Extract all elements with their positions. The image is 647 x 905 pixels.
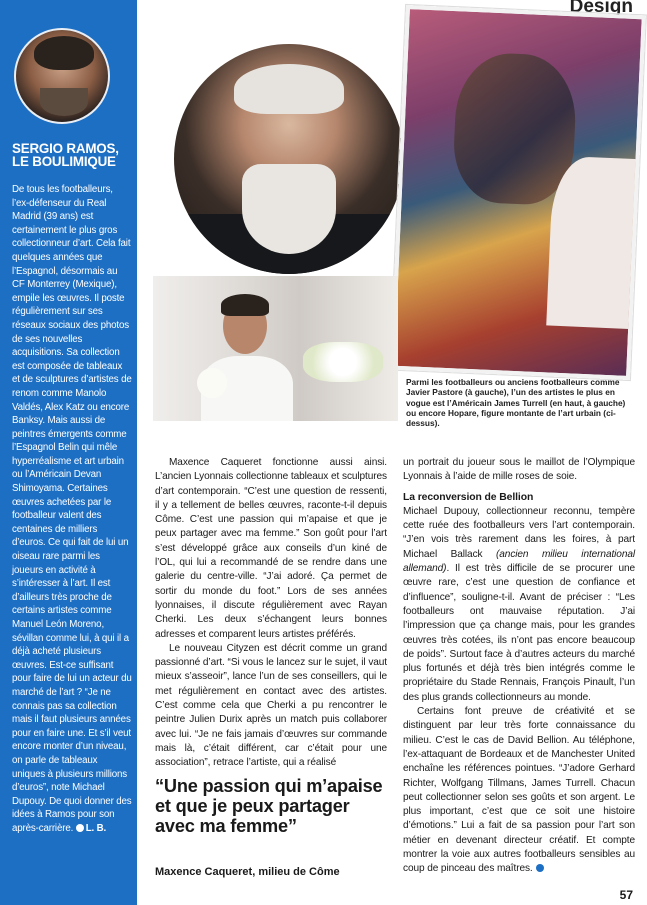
page-number: 57 xyxy=(619,888,633,902)
end-mark-icon xyxy=(76,824,84,832)
photo-james-turrell xyxy=(174,44,404,274)
article-column-2 xyxy=(403,456,635,877)
sidebar-body xyxy=(12,183,132,836)
paragraph: Certains font preuve de créativité et se distinguent par leur très forte connaissance du milieu. C’est le cas de David Bellion. Au téléphone, l’ex-attaquant de Bordeaux et de Manchester United enchaîne les références pointues. “J’adore Gerhard Richter, Wolfgang Tillmans, James Turrell. Chacun peut collectionner selon ses goûts et son argent. Le plus important, c’est que ce soit une histoire d’émotions.” Lui a fait de sa passion pour l’art son métier en devenant directeur créatif. Et compte montrer la voie aux autres footballeurs sensibles au coup de pinceau des maîtres. xyxy=(403,706,635,875)
pull-quote-attribution: Maxence Caqueret, milieu de Côme xyxy=(155,866,340,878)
paragraph: Le nouveau Cityzen est décrit comme un grand passionné d’art. “Si vous le lancez sur le sujet, il vaut mieux s’asseoir”, lance l’un de ses conseillers, qui le met régulièrement en contact avec des artistes. C’est comme cela que Cherki a pu rencontrer le peintre Julien Durix après un match puis collaborer avec lui. “Je ne fais jamais d’œuvres sur commande mais là, c’était différent, car c’était pour une association”, retrace l’artiste, qui a réalisé xyxy=(155,642,387,769)
sidebar xyxy=(0,0,137,905)
photo-caption: Parmi les footballeurs ou anciens footballeurs comme Javier Pastore (à gauche), l’un des artistes le plus en vogue est l’Américain James Turrell (en haut, à gauche) ou encore Hopare, figure montante de l’art urbain (ci-dessus). xyxy=(406,377,626,429)
section-label: Design xyxy=(569,0,633,17)
sidebar-signature: L. B. xyxy=(85,822,107,834)
subheading: La reconversion de Bellion xyxy=(403,491,534,503)
sidebar-title: SERGIO RAMOS, LE BOULIMIQUE xyxy=(12,141,119,169)
photo-javier-pastore xyxy=(153,276,398,421)
paragraph: Michael Dupouy, collectionneur reconnu, tempère cette ruée des footballeurs vers l’art contemporain. “J’en vois très rarement dans les foires, à part Michael Ballack (ancien milieu international allemand). Il est très difficile de se procurer une œuvre rare, c’est une question de confiance et d’influence”, souligne-t-il. Avant de préciser : “Les footballeurs ont mauvaise réputation. J’ai l’impression que ça change mais, pour les grandes œuvres très cotées, ils n’ont pas encore beaucoup de poids”. Surtout face à d’autres acteurs du marché plus fortunés et déjà très bien intégrés comme le propriétaire du Stade Rennais, François Pinault, l’un des plus grands collectionneurs au monde. xyxy=(403,505,635,703)
avatar-sergio-ramos xyxy=(14,28,110,124)
paragraph: un portrait du joueur sous le maillot de l’Olympique Lyonnais à l’aide de mille roses de soie. xyxy=(403,457,635,483)
pull-quote: “Une passion qui m’apaise et que je peux partager avec ma femme” xyxy=(155,776,383,836)
end-mark-icon xyxy=(536,864,544,872)
paragraph: Maxence Caqueret fonctionne aussi ainsi. L’ancien Lyonnais collectionne tableaux et sculptures d’art contemporain. “C’est une question de ressenti, il y a tellement de belles œuvres, raconte-t-il depuis Côme. C’est une passion qui m’apaise et que je peux partager avec ma femme.” Son goût pour l’art s’est développé grâce aux conseils d’un kiné de l’OL, qui lui a recommandé de se rendre dans une galerie du centre-ville. “J’ai adoré. Ça permet de sortir du monde du foot.” Lors de ses années lyonnaises, il discute régulièrement avec Rayan Cherki. Les deux s’échangent leurs bonnes adresses et comparent leurs artistes préférés. xyxy=(155,457,387,640)
sidebar-text: De tous les footballeurs, l’ex-défenseur du Real Madrid (39 ans) est certainement le plus gros collectionneur d’art. Cela fait quelques années que l’Espagnol, désormais au CF Monterrey (Mexique), empile les œuvres. Il poste régulièrement sur ses réseaux sociaux des photos de ses nouvelles acquisitions. Sa collection est composée de tableaux et de sculptures d’artistes de renom comme Manolo Valdés, Alex Katz ou encore Banksy. Mais aussi de peintres émergents comme l’Espagnol Belin qui mêle hyperréalisme et art urbain ou l’Américain Devan Shimoyama. Certaines œuvres achetées par le footballeur valent des centaines de milliers d’euros. Ce qui fait de lui un oiseau rare parmi les joueurs en activité à s’intéresser à l’art. Il est d’ailleurs très proche de certains artistes comme Manuel León Moreno, sévillan comme lui, à qui il a déjà acheté plusieurs œuvres. Est-ce suffisant pour faire de lui un acteur du marché de l’art ? “Je ne connais pas sa collection mais il faut plusieurs années pour en faire une. Et s’il veut encore monter d’un niveau, on parle de tableaux uniques à plusieurs millions d’euros”, note Michael Dupouy. De quoi donner des idées à Ramos pour son après-carrière. xyxy=(12,184,132,834)
article-column-1 xyxy=(155,456,387,771)
photo-hopare-painting xyxy=(390,5,646,380)
